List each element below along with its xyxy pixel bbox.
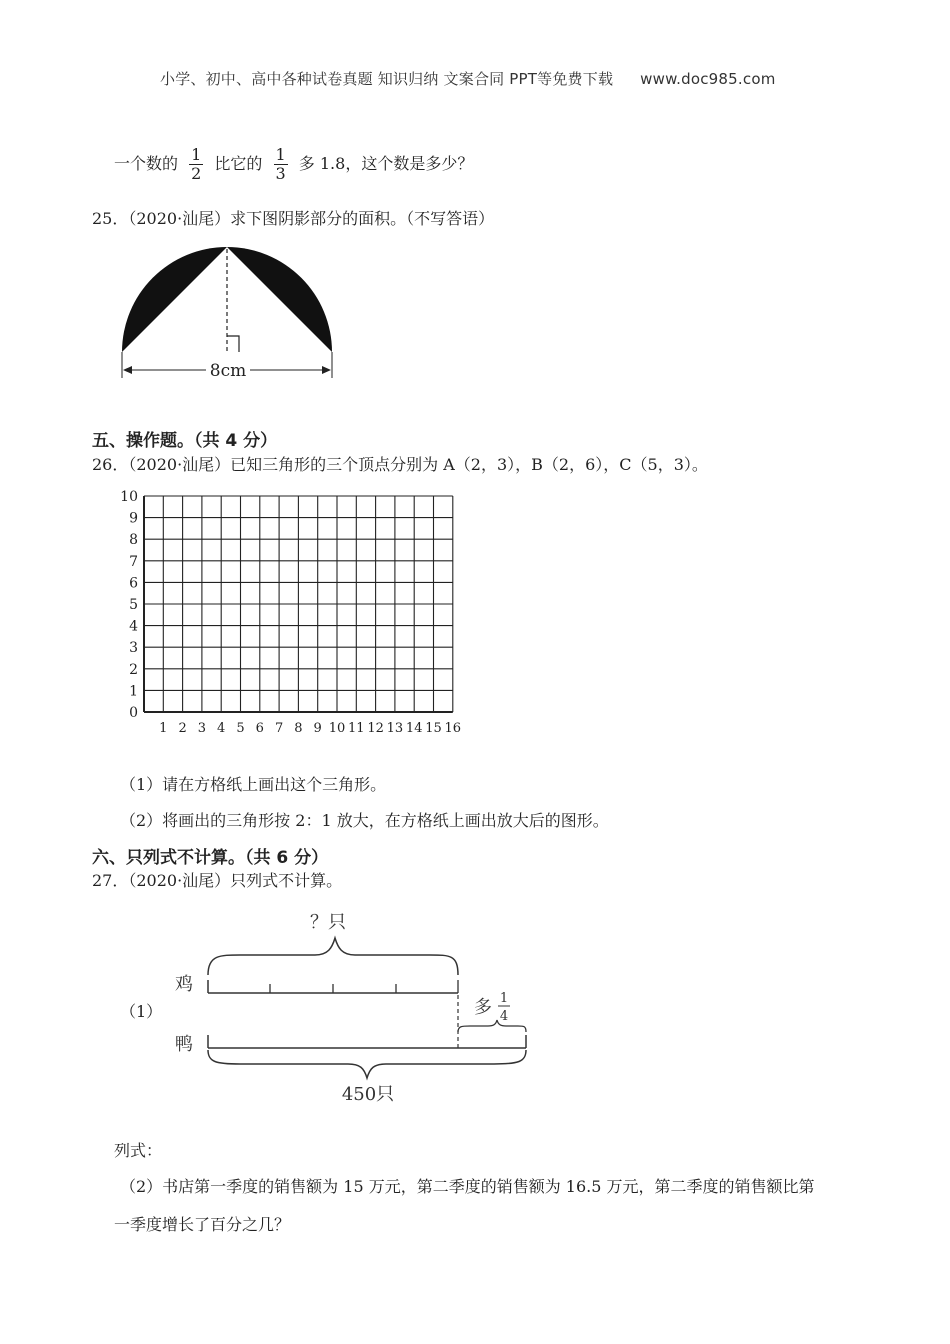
dimension-label: 8cm (209, 361, 247, 381)
semicircle-figure (110, 240, 350, 390)
arrow-left-icon (123, 366, 132, 374)
q27-title: 27．（2020·汕尾）只列式不计算。 (92, 871, 343, 890)
grid-x-label: 14 (405, 721, 423, 736)
grid-x-label: 10 (328, 721, 346, 736)
grid-x-label: 12 (367, 721, 384, 736)
chicken-label: 鸡 (175, 974, 193, 995)
grid-y-label: 6 (129, 575, 138, 592)
grid-x-label: 4 (217, 721, 226, 736)
grid-x-label: 8 (294, 721, 303, 736)
page-header (160, 68, 776, 89)
bottom-brace (208, 1050, 526, 1078)
total-label: 450只 (341, 1084, 395, 1105)
grid-y-label: 9 (129, 510, 138, 527)
extra-brace (458, 1020, 526, 1032)
part1-label: （1） (120, 1002, 163, 1021)
grid-x-label: 1 (159, 721, 168, 736)
grid-y-label: 5 (129, 597, 138, 613)
grid-y-label: 7 (129, 553, 138, 570)
section-6-title: 六、只列式不计算。（共 6 分） (92, 848, 329, 868)
grid-x-label: 7 (274, 721, 284, 736)
fraction-one-half: $\frac{1}{2}$ (191, 145, 202, 183)
grid-x-label: 11 (348, 721, 365, 736)
grid-x-label: 16 (444, 721, 462, 736)
unknown-label: ？只 (310, 912, 346, 933)
top-brace (208, 938, 458, 975)
fraction-one-third: $\frac{1}{3}$ (275, 145, 286, 183)
q26-sub2: （2）将画出的三角形按 2：1 放大，在方格纸上画出放大后的图形。 (120, 811, 609, 830)
q26-title: 26．（2020·汕尾）已知三角形的三个顶点分别为 A（2，3），B（2，6），C（5，3）。 (92, 455, 708, 474)
header-text: 小学、初中、高中各种试卷真题 知识归纳 文案合同 PPT等免费下载 (160, 70, 614, 88)
grid-x-label: 6 (255, 721, 264, 736)
grid-x-label: 3 (197, 721, 207, 736)
grid-paper[interactable] (115, 484, 475, 736)
grid-x-label: 13 (386, 721, 404, 736)
svg-text:4: 4 (499, 1009, 509, 1024)
grid-y-label: 3 (129, 640, 138, 657)
duck-label: 鸭 (175, 1034, 193, 1055)
section-5-title: 五、操作题。（共 4 分） (92, 431, 278, 451)
arrow-right-icon (322, 366, 331, 374)
grid-y-label: 4 (129, 618, 138, 635)
grid-y-label: 0 (129, 705, 138, 721)
grid-y-label: 1 (129, 683, 138, 700)
grid-y-label: 2 (129, 661, 138, 678)
q24-text: 一个数的 $\frac{1}{2}$ 比它的 $\frac{1}{3}$ 多 1.8，这个数是多少？ (114, 145, 474, 183)
svg-text:1: 1 (499, 991, 509, 1006)
header-site-link[interactable]: www.doc985.com (640, 70, 776, 88)
grid-x-label: 9 (313, 721, 322, 736)
formula-label: 列式： (114, 1141, 163, 1160)
grid-x-label: 15 (425, 721, 442, 736)
q26-sub1: （1）请在方格纸上画出这个三角形。 (120, 775, 387, 794)
segment-diagram (110, 900, 550, 1110)
q25-title: 25．（2020·汕尾）求下图阴影部分的面积。（不写答语） (92, 209, 495, 228)
grid-x-label: 5 (236, 721, 245, 736)
grid-x-label: 2 (178, 721, 187, 736)
more-label: 多 (474, 997, 492, 1018)
grid-y-label: 8 (129, 532, 138, 549)
q27-part2-line2: 一季度增长了百分之几？ (114, 1215, 291, 1234)
grid-y-label: 10 (120, 489, 138, 505)
q27-part2-line1: （2）书店第一季度的销售额为 15 万元，第二季度的销售额为 16.5 万元，第二季度的销售额比第 (120, 1177, 815, 1196)
